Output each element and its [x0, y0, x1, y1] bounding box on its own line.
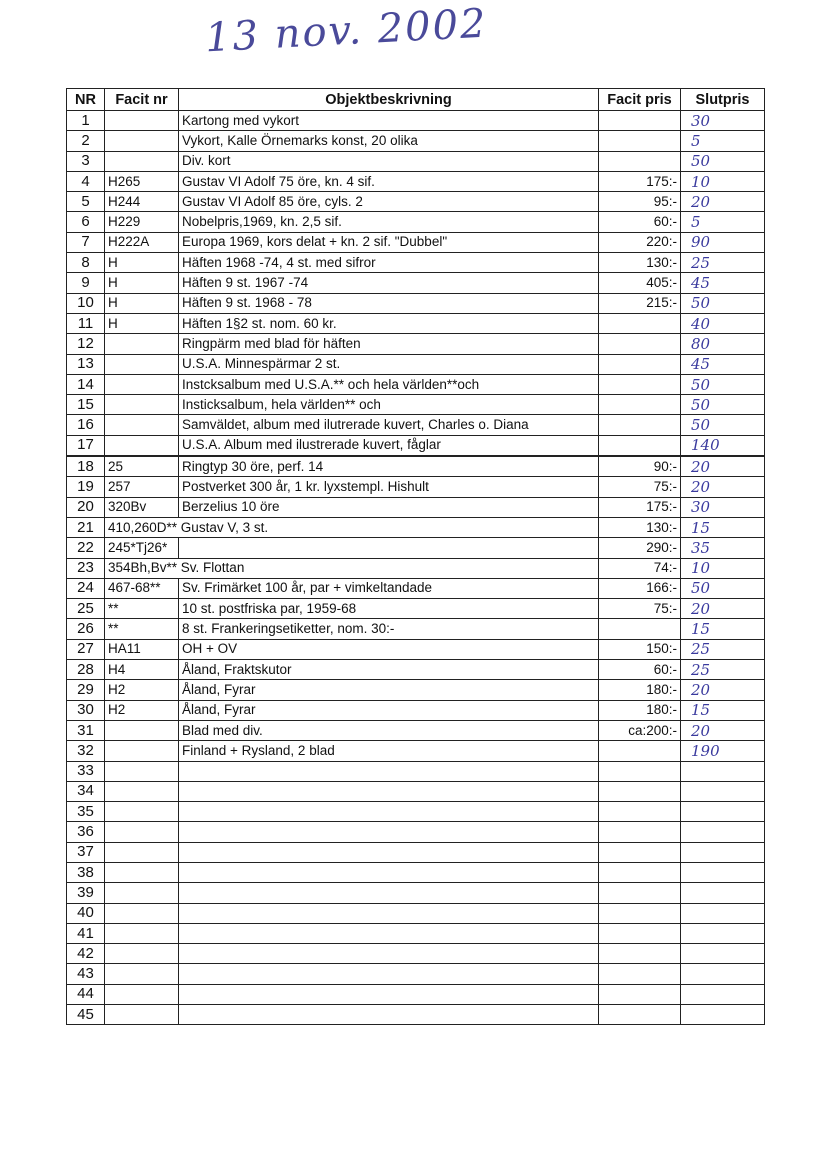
cell-slutpris: 20 [681, 599, 765, 619]
table-row [67, 497, 765, 517]
cell-objektbeskrivning: Åland, Fyrar [179, 680, 599, 700]
cell-objektbeskrivning [179, 842, 599, 862]
cell-nr: 1 [67, 111, 105, 131]
cell-facit-nr [105, 984, 179, 1004]
cell-slutpris: 20 [681, 192, 765, 212]
cell-slutpris: 30 [681, 111, 765, 131]
cell-objektbeskrivning: Häften 9 st. 1967 -74 [179, 273, 599, 293]
cell-nr: 43 [67, 964, 105, 984]
cell-objektbeskrivning: Europa 1969, kors delat + kn. 2 sif. "Dubbel" [179, 232, 599, 252]
cell-facit-pris [599, 354, 681, 374]
cell-objektbeskrivning [179, 944, 599, 964]
table-row [67, 761, 765, 781]
table-row [67, 720, 765, 740]
cell-facit-pris: 60:- [599, 660, 681, 680]
table-row [67, 456, 765, 477]
cell-slutpris: 190 [681, 741, 765, 761]
cell-nr: 7 [67, 232, 105, 252]
cell-facit-pris [599, 761, 681, 781]
table-row [67, 293, 765, 313]
table-row [67, 964, 765, 984]
cell-facit-pris [599, 619, 681, 639]
header-slutpris: Slutpris [681, 89, 765, 111]
cell-slutpris: 50 [681, 151, 765, 171]
cell-facit-nr-and-description: 410,260D** Gustav V, 3 st. [105, 517, 599, 537]
cell-slutpris: 20 [681, 477, 765, 497]
cell-facit-pris: 130:- [599, 517, 681, 537]
cell-facit-pris [599, 842, 681, 862]
cell-nr: 42 [67, 944, 105, 964]
cell-objektbeskrivning [179, 822, 599, 842]
cell-nr: 24 [67, 578, 105, 598]
cell-facit-nr [105, 761, 179, 781]
cell-slutpris [681, 984, 765, 1004]
cell-nr: 38 [67, 862, 105, 882]
cell-objektbeskrivning: Kartong med vykort [179, 111, 599, 131]
cell-nr: 5 [67, 192, 105, 212]
header-nr: NR [67, 89, 105, 111]
cell-slutpris: 5 [681, 212, 765, 232]
cell-nr: 14 [67, 374, 105, 394]
cell-nr: 33 [67, 761, 105, 781]
cell-slutpris: 140 [681, 435, 765, 456]
cell-nr: 29 [67, 680, 105, 700]
cell-facit-nr: ** [105, 599, 179, 619]
cell-slutpris: 25 [681, 639, 765, 659]
cell-objektbeskrivning: Ringpärm med blad för häften [179, 334, 599, 354]
cell-objektbeskrivning: Samväldet, album med ilutrerade kuvert, Charles o. Diana [179, 415, 599, 435]
cell-slutpris: 30 [681, 497, 765, 517]
cell-facit-nr [105, 1005, 179, 1025]
cell-nr: 18 [67, 456, 105, 477]
cell-facit-pris [599, 883, 681, 903]
cell-slutpris: 20 [681, 720, 765, 740]
header-facit-pris: Facit pris [599, 89, 681, 111]
table-row [67, 558, 765, 578]
cell-facit-pris: 75:- [599, 477, 681, 497]
table-row [67, 415, 765, 435]
cell-nr: 25 [67, 599, 105, 619]
cell-slutpris: 5 [681, 131, 765, 151]
cell-facit-nr [105, 415, 179, 435]
cell-objektbeskrivning: Finland + Rysland, 2 blad [179, 741, 599, 761]
cell-facit-pris [599, 862, 681, 882]
cell-slutpris [681, 944, 765, 964]
auction-table [66, 88, 765, 1025]
cell-objektbeskrivning: Gustav VI Adolf 85 öre, cyls. 2 [179, 192, 599, 212]
cell-slutpris [681, 781, 765, 801]
cell-facit-nr [105, 151, 179, 171]
cell-objektbeskrivning: Åland, Fraktskutor [179, 660, 599, 680]
table-row [67, 334, 765, 354]
cell-facit-pris [599, 984, 681, 1004]
table-row [67, 822, 765, 842]
cell-facit-pris [599, 334, 681, 354]
cell-facit-nr [105, 781, 179, 801]
cell-slutpris: 20 [681, 680, 765, 700]
cell-facit-pris [599, 111, 681, 131]
cell-objektbeskrivning: Vykort, Kalle Örnemarks konst, 20 olika [179, 131, 599, 151]
cell-objektbeskrivning: 10 st. postfriska par, 1959-68 [179, 599, 599, 619]
cell-objektbeskrivning [179, 1005, 599, 1025]
cell-nr: 34 [67, 781, 105, 801]
cell-facit-pris: ca:200:- [599, 720, 681, 740]
cell-slutpris: 45 [681, 273, 765, 293]
table-row [67, 435, 765, 456]
cell-slutpris: 10 [681, 171, 765, 191]
cell-nr: 40 [67, 903, 105, 923]
cell-slutpris: 50 [681, 578, 765, 598]
table-row [67, 151, 765, 171]
cell-facit-pris: 180:- [599, 700, 681, 720]
cell-facit-nr: H [105, 253, 179, 273]
cell-facit-pris [599, 944, 681, 964]
cell-facit-nr: H [105, 293, 179, 313]
table-row [67, 232, 765, 252]
table-row [67, 111, 765, 131]
table-row [67, 660, 765, 680]
cell-objektbeskrivning: Åland, Fyrar [179, 700, 599, 720]
cell-objektbeskrivning: U.S.A. Minnespärmar 2 st. [179, 354, 599, 374]
table-row [67, 273, 765, 293]
table-row [67, 903, 765, 923]
cell-facit-nr [105, 964, 179, 984]
cell-facit-nr [105, 842, 179, 862]
cell-facit-pris [599, 151, 681, 171]
cell-slutpris: 50 [681, 395, 765, 415]
cell-objektbeskrivning: OH + OV [179, 639, 599, 659]
cell-objektbeskrivning [179, 964, 599, 984]
cell-facit-pris [599, 923, 681, 943]
cell-facit-pris [599, 1005, 681, 1025]
cell-nr: 15 [67, 395, 105, 415]
table-row [67, 212, 765, 232]
cell-facit-nr [105, 862, 179, 882]
cell-slutpris: 80 [681, 334, 765, 354]
table-row [67, 923, 765, 943]
cell-facit-pris [599, 313, 681, 333]
cell-facit-nr [105, 374, 179, 394]
cell-facit-pris [599, 415, 681, 435]
header-row [67, 89, 765, 111]
cell-facit-nr: H2 [105, 680, 179, 700]
cell-nr: 28 [67, 660, 105, 680]
cell-facit-nr [105, 802, 179, 822]
cell-objektbeskrivning [179, 761, 599, 781]
cell-facit-pris: 290:- [599, 538, 681, 558]
cell-facit-nr [105, 720, 179, 740]
cell-nr: 10 [67, 293, 105, 313]
cell-slutpris: 90 [681, 232, 765, 252]
cell-nr: 39 [67, 883, 105, 903]
cell-slutpris: 35 [681, 538, 765, 558]
cell-facit-nr: 245*Tj26* [105, 538, 179, 558]
cell-objektbeskrivning [179, 903, 599, 923]
cell-slutpris: 50 [681, 293, 765, 313]
table-row [67, 639, 765, 659]
cell-slutpris: 50 [681, 374, 765, 394]
cell-objektbeskrivning: Nobelpris,1969, kn. 2,5 sif. [179, 212, 599, 232]
cell-facit-pris: 180:- [599, 680, 681, 700]
cell-objektbeskrivning: Div. kort [179, 151, 599, 171]
cell-slutpris [681, 842, 765, 862]
cell-slutpris: 10 [681, 558, 765, 578]
cell-objektbeskrivning [179, 538, 599, 558]
handwritten-date: 13 nov. 2002 [203, 0, 489, 62]
cell-objektbeskrivning: Gustav VI Adolf 75 öre, kn. 4 sif. [179, 171, 599, 191]
cell-slutpris [681, 802, 765, 822]
table-row [67, 680, 765, 700]
cell-objektbeskrivning: Sv. Frimärket 100 år, par + vimkeltandade [179, 578, 599, 598]
cell-nr: 26 [67, 619, 105, 639]
table-row [67, 700, 765, 720]
cell-facit-nr [105, 334, 179, 354]
cell-nr: 6 [67, 212, 105, 232]
cell-facit-pris: 405:- [599, 273, 681, 293]
cell-slutpris: 25 [681, 660, 765, 680]
cell-facit-nr [105, 131, 179, 151]
table-row [67, 171, 765, 191]
table-row [67, 313, 765, 333]
cell-facit-nr: H265 [105, 171, 179, 191]
cell-nr: 30 [67, 700, 105, 720]
cell-slutpris: 50 [681, 415, 765, 435]
cell-facit-nr [105, 354, 179, 374]
cell-slutpris: 25 [681, 253, 765, 273]
cell-objektbeskrivning [179, 883, 599, 903]
cell-slutpris [681, 964, 765, 984]
table-row [67, 842, 765, 862]
cell-nr: 44 [67, 984, 105, 1004]
header-facit-nr: Facit nr [105, 89, 179, 111]
cell-facit-nr: H [105, 273, 179, 293]
cell-facit-nr: H4 [105, 660, 179, 680]
cell-slutpris [681, 761, 765, 781]
cell-nr: 11 [67, 313, 105, 333]
cell-objektbeskrivning: Häften 1968 -74, 4 st. med sifror [179, 253, 599, 273]
cell-facit-nr: HA11 [105, 639, 179, 659]
cell-objektbeskrivning: Berzelius 10 öre [179, 497, 599, 517]
cell-facit-pris: 74:- [599, 558, 681, 578]
cell-objektbeskrivning [179, 923, 599, 943]
table-row [67, 517, 765, 537]
cell-nr: 35 [67, 802, 105, 822]
cell-facit-pris [599, 903, 681, 923]
cell-nr: 3 [67, 151, 105, 171]
table-row [67, 984, 765, 1004]
table-row [67, 578, 765, 598]
cell-nr: 16 [67, 415, 105, 435]
cell-nr: 41 [67, 923, 105, 943]
cell-facit-pris: 95:- [599, 192, 681, 212]
cell-facit-nr: 257 [105, 477, 179, 497]
cell-facit-pris: 166:- [599, 578, 681, 598]
cell-objektbeskrivning: U.S.A. Album med ilustrerade kuvert, fåglar [179, 435, 599, 456]
cell-facit-nr: H2 [105, 700, 179, 720]
cell-nr: 19 [67, 477, 105, 497]
cell-facit-nr [105, 903, 179, 923]
cell-facit-pris [599, 741, 681, 761]
table-row [67, 1005, 765, 1025]
table-row [67, 131, 765, 151]
cell-nr: 17 [67, 435, 105, 456]
table-row [67, 538, 765, 558]
cell-facit-nr [105, 883, 179, 903]
header-objektbeskrivning: Objektbeskrivning [179, 89, 599, 111]
cell-nr: 23 [67, 558, 105, 578]
cell-nr: 37 [67, 842, 105, 862]
cell-facit-nr: H [105, 313, 179, 333]
cell-facit-pris [599, 781, 681, 801]
cell-nr: 36 [67, 822, 105, 842]
cell-slutpris: 45 [681, 354, 765, 374]
cell-facit-pris: 90:- [599, 456, 681, 477]
cell-nr: 8 [67, 253, 105, 273]
table-row [67, 802, 765, 822]
cell-slutpris [681, 923, 765, 943]
cell-nr: 31 [67, 720, 105, 740]
cell-facit-nr [105, 944, 179, 964]
cell-facit-pris: 150:- [599, 639, 681, 659]
cell-facit-nr: ** [105, 619, 179, 639]
cell-facit-pris [599, 131, 681, 151]
cell-objektbeskrivning [179, 802, 599, 822]
cell-facit-pris: 130:- [599, 253, 681, 273]
cell-slutpris: 15 [681, 517, 765, 537]
cell-slutpris [681, 822, 765, 842]
cell-objektbeskrivning: 8 st. Frankeringsetiketter, nom. 30:- [179, 619, 599, 639]
cell-slutpris [681, 883, 765, 903]
cell-objektbeskrivning [179, 862, 599, 882]
cell-facit-nr [105, 741, 179, 761]
cell-slutpris: 40 [681, 313, 765, 333]
cell-slutpris: 20 [681, 456, 765, 477]
cell-facit-nr: H244 [105, 192, 179, 212]
table-row [67, 477, 765, 497]
table-row [67, 944, 765, 964]
cell-nr: 2 [67, 131, 105, 151]
cell-facit-pris [599, 964, 681, 984]
cell-facit-pris: 60:- [599, 212, 681, 232]
cell-facit-nr: 320Bv [105, 497, 179, 517]
table-row [67, 599, 765, 619]
table-row [67, 883, 765, 903]
table-row [67, 354, 765, 374]
cell-facit-pris: 215:- [599, 293, 681, 313]
cell-slutpris: 15 [681, 700, 765, 720]
cell-objektbeskrivning: Häften 1§2 st. nom. 60 kr. [179, 313, 599, 333]
cell-facit-nr [105, 111, 179, 131]
cell-nr: 13 [67, 354, 105, 374]
cell-facit-pris: 175:- [599, 497, 681, 517]
cell-facit-nr [105, 822, 179, 842]
cell-nr: 4 [67, 171, 105, 191]
cell-slutpris [681, 903, 765, 923]
cell-facit-pris: 75:- [599, 599, 681, 619]
cell-facit-nr-and-description: 354Bh,Bv** Sv. Flottan [105, 558, 599, 578]
cell-facit-nr: 25 [105, 456, 179, 477]
cell-facit-pris [599, 822, 681, 842]
cell-facit-nr [105, 435, 179, 456]
cell-objektbeskrivning: Instcksalbum med U.S.A.** och hela världen**och [179, 374, 599, 394]
cell-objektbeskrivning [179, 781, 599, 801]
cell-facit-nr: H229 [105, 212, 179, 232]
cell-facit-nr: 467-68** [105, 578, 179, 598]
cell-objektbeskrivning: Blad med div. [179, 720, 599, 740]
cell-objektbeskrivning [179, 984, 599, 1004]
cell-nr: 9 [67, 273, 105, 293]
cell-nr: 32 [67, 741, 105, 761]
table-row [67, 253, 765, 273]
cell-nr: 21 [67, 517, 105, 537]
table-row [67, 741, 765, 761]
table-row [67, 374, 765, 394]
cell-nr: 12 [67, 334, 105, 354]
table-row [67, 862, 765, 882]
cell-facit-nr [105, 395, 179, 415]
cell-slutpris [681, 862, 765, 882]
cell-facit-pris [599, 374, 681, 394]
cell-facit-pris [599, 802, 681, 822]
cell-nr: 22 [67, 538, 105, 558]
cell-slutpris: 15 [681, 619, 765, 639]
cell-nr: 27 [67, 639, 105, 659]
table-row [67, 395, 765, 415]
cell-facit-nr: H222A [105, 232, 179, 252]
cell-objektbeskrivning: Insticksalbum, hela världen** och [179, 395, 599, 415]
table-row [67, 192, 765, 212]
cell-facit-nr [105, 923, 179, 943]
cell-objektbeskrivning: Ringtyp 30 öre, perf. 14 [179, 456, 599, 477]
cell-nr: 45 [67, 1005, 105, 1025]
cell-facit-pris [599, 395, 681, 415]
cell-nr: 20 [67, 497, 105, 517]
cell-facit-pris [599, 435, 681, 456]
cell-facit-pris: 220:- [599, 232, 681, 252]
cell-slutpris [681, 1005, 765, 1025]
cell-objektbeskrivning: Häften 9 st. 1968 - 78 [179, 293, 599, 313]
cell-facit-pris: 175:- [599, 171, 681, 191]
table-row [67, 781, 765, 801]
cell-objektbeskrivning: Postverket 300 år, 1 kr. lyxstempl. Hishult [179, 477, 599, 497]
table-row [67, 619, 765, 639]
